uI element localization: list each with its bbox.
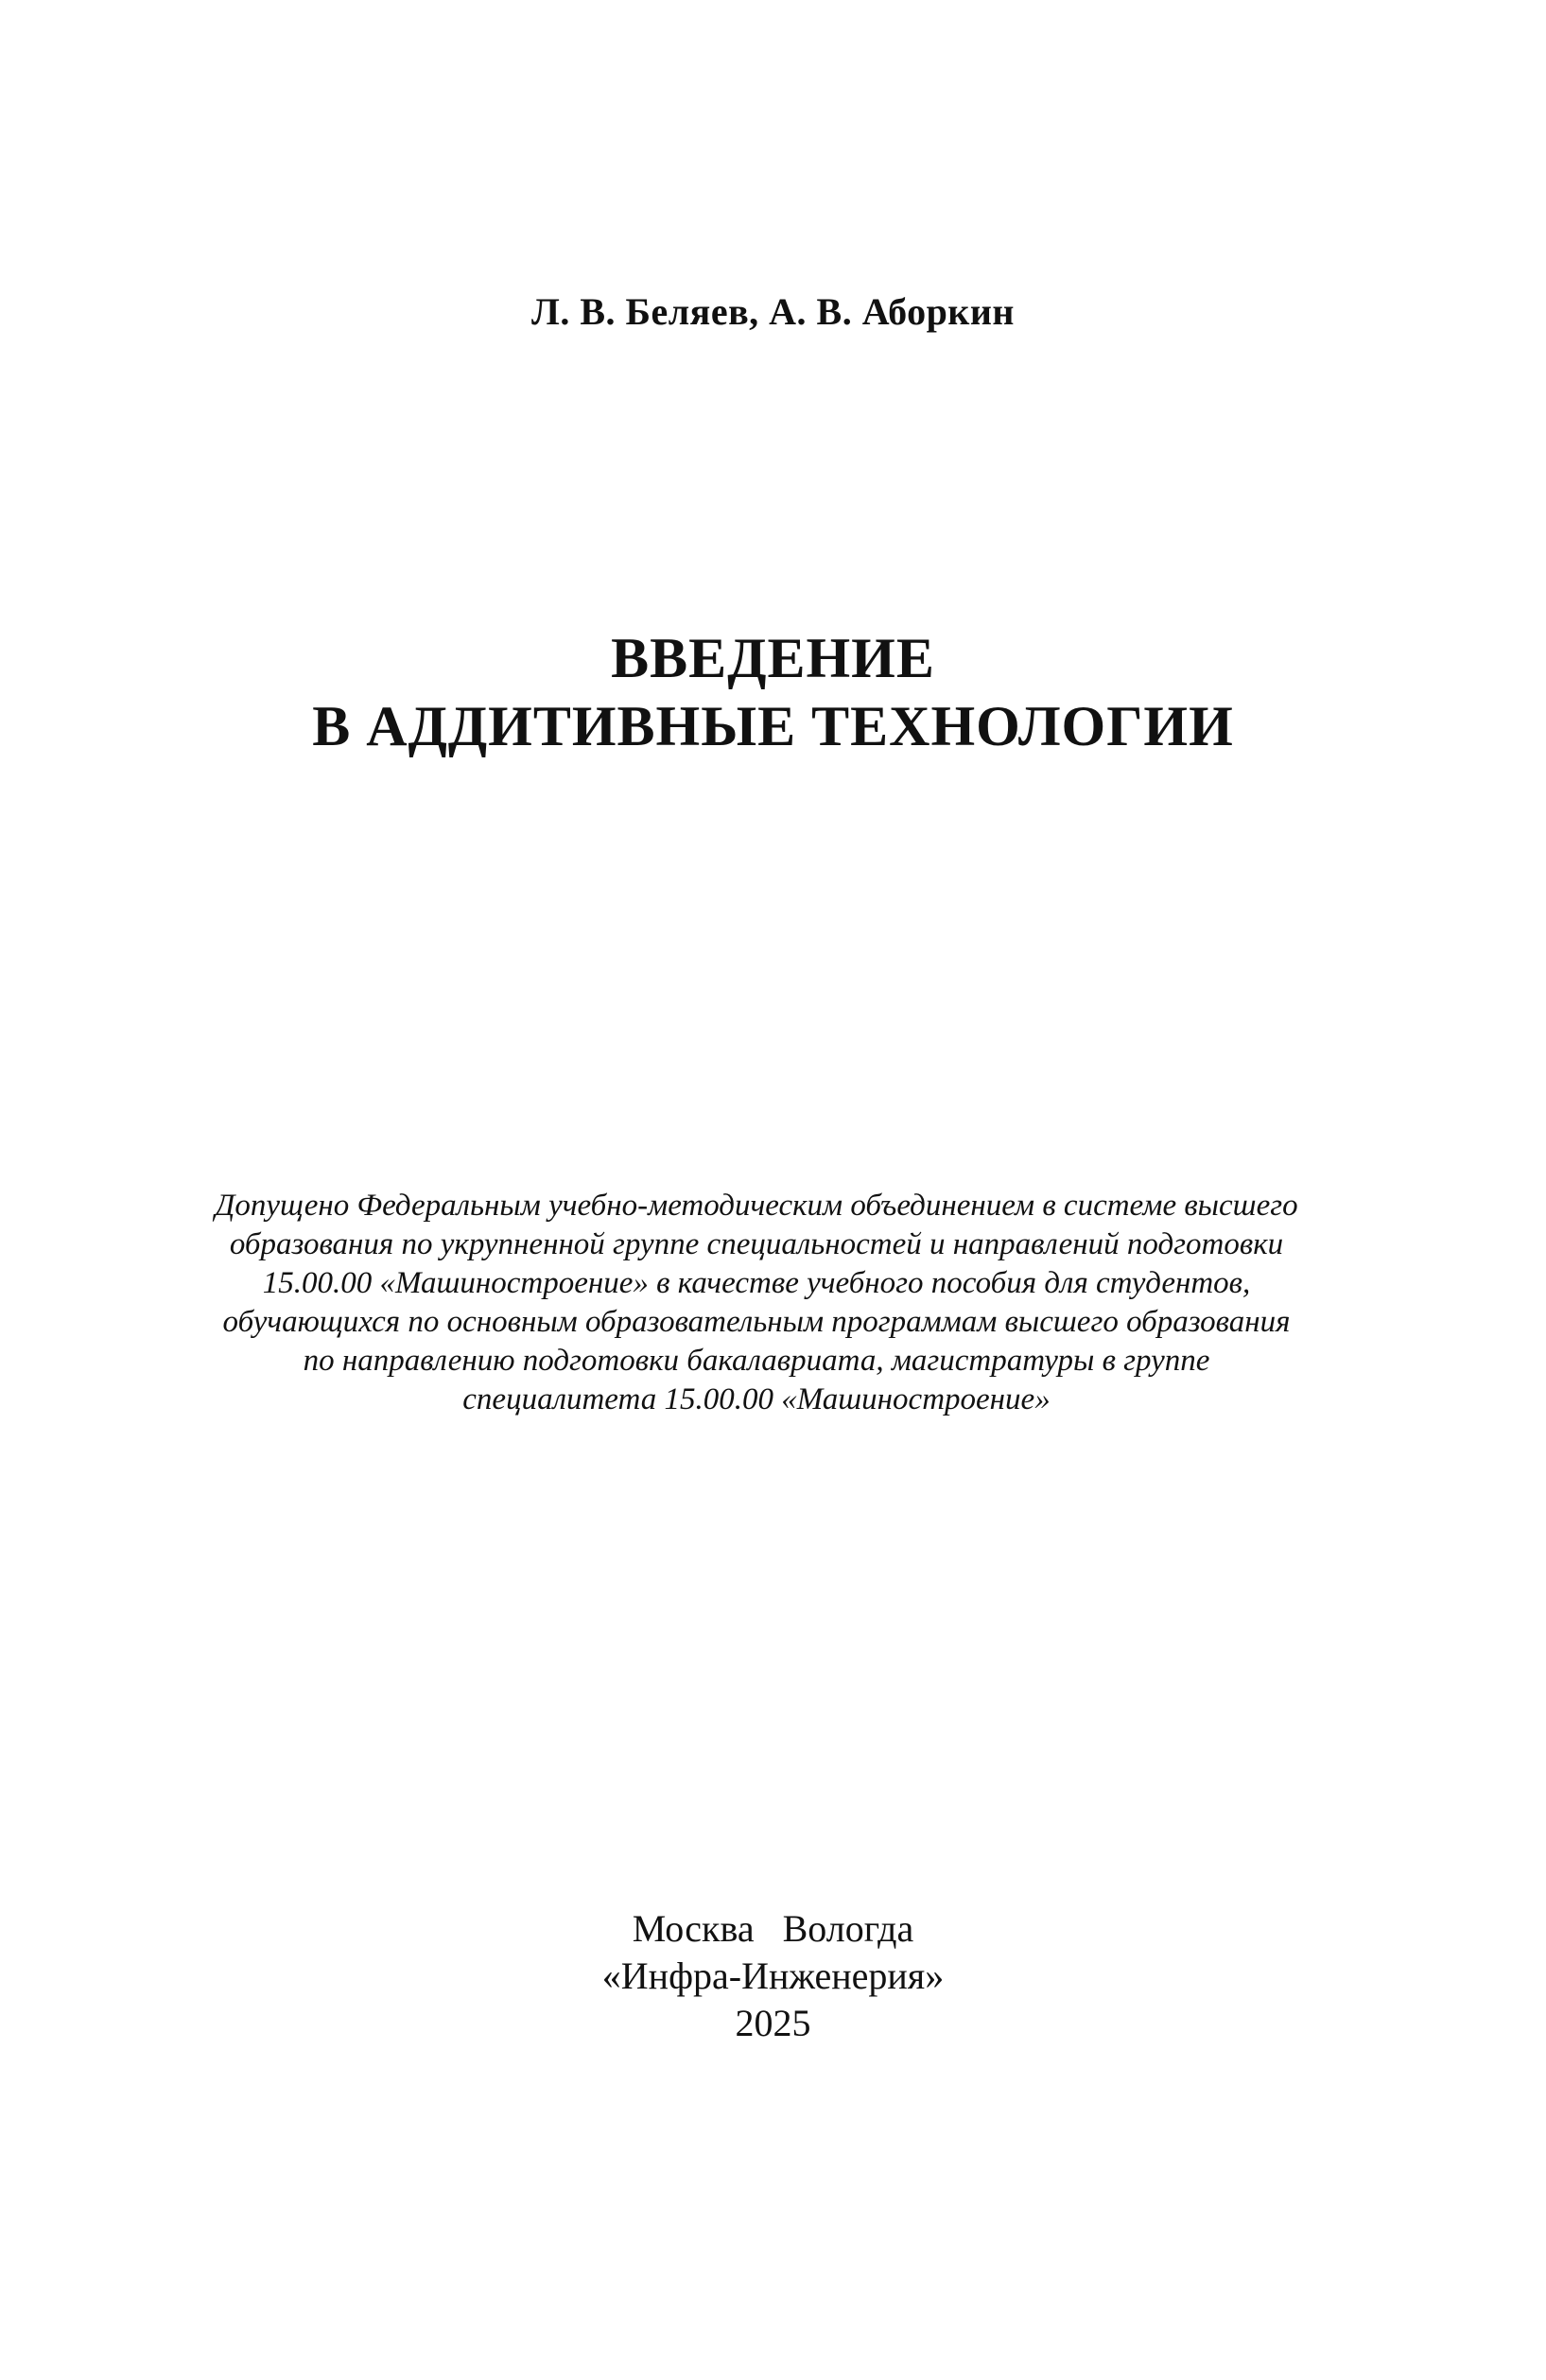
book-title-line-1: ВВЕДЕНИЕ <box>611 627 935 689</box>
authors: Л. В. Беляев, А. В. Аборкин <box>531 290 1015 333</box>
approval-line: обучающихся по основным образовательным программам высшего образования <box>222 1305 1291 1339</box>
imprint-publisher: «Инфра-Инженерия» <box>601 1954 945 1997</box>
imprint-cities <box>0 1905 1546 1953</box>
approval-line: Допущено Федеральным учебно-методическим объединением в системе высшего <box>215 1189 1298 1223</box>
book-title-line-2: В АДДИТИВНЫЕ ТЕХНОЛОГИИ <box>312 695 1234 757</box>
approval-line: по направлению подготовки бакалавриата, магистратуры в группе <box>303 1344 1210 1378</box>
imprint-year: 2025 <box>735 2002 811 2044</box>
approval-line: образования по укрупненной группе специальностей и направлений подготовки <box>229 1227 1284 1261</box>
imprint <box>0 1905 1546 2047</box>
imprint-city-vologda: Вологда <box>782 1907 914 1950</box>
approval-line: 15.00.00 «Машиностроение» в качестве учебного пособия для студентов, <box>262 1266 1251 1300</box>
approval-statement <box>132 1187 1381 1419</box>
book-title <box>0 624 1546 760</box>
approval-line: специалитета 15.00.00 «Машиностроение» <box>462 1382 1051 1416</box>
imprint-city-moscow: Москва <box>632 1907 755 1950</box>
